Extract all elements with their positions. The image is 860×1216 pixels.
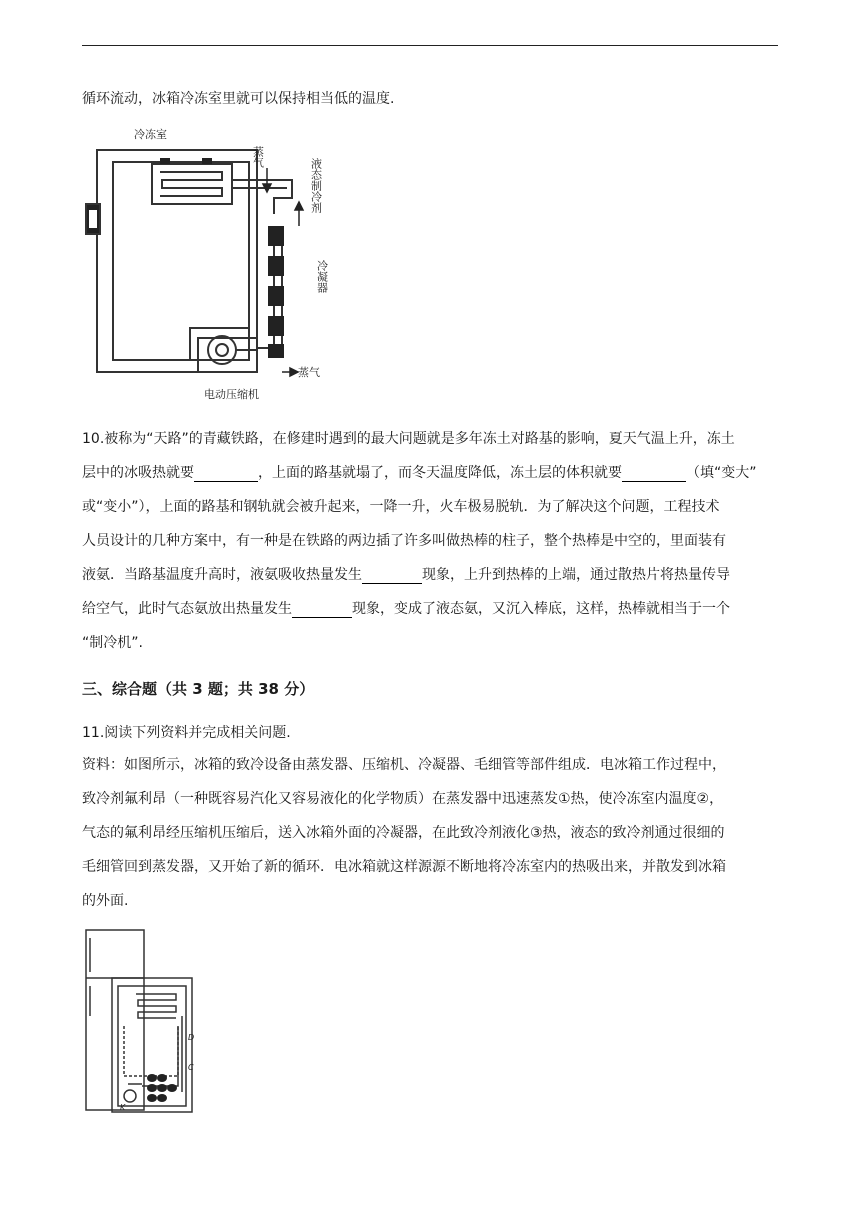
compressor-label: 电动压缩机 — [204, 388, 259, 401]
q11-line3: 致冷剂氟利昂（一种既容易汽化又容易液化的化学物质）在蒸发器中迅速蒸发①热，使冷冻室内温度②， — [82, 791, 724, 807]
q10-line6-b: 现象，变成了液态氨，又沉入棒底，这样，热棒就相当于一个 — [352, 601, 730, 617]
q10-line2-a: 层中的冰吸热就要 — [82, 465, 194, 481]
label-d: D — [188, 1033, 195, 1042]
q10-line5 — [82, 564, 730, 584]
condenser-label: 冷凝器 — [315, 260, 329, 293]
vapor-top-label: 蒸气 — [251, 146, 265, 168]
answer-blank-4[interactable] — [292, 601, 352, 618]
answer-blank-3[interactable] — [362, 567, 422, 584]
q10-line7: “制冷机”. — [82, 635, 143, 651]
q10-line4: 人员设计的几种方案中，有一种是在铁路的两边插了许多叫做热棒的柱子，整个热棒是中空的，里面装有 — [82, 533, 726, 549]
q10-line5-b: 现象，上升到热棒的上端，通过散热片将热量传导 — [422, 567, 730, 583]
label-c: C — [188, 1063, 194, 1072]
q10-line6-a: 给空气，此时气态氨放出热量发生 — [82, 601, 292, 617]
header-rule — [82, 45, 778, 46]
q10-line6 — [82, 598, 730, 618]
answer-blank-2[interactable] — [622, 465, 686, 482]
q10-line2-c: （填“变大” — [686, 465, 757, 481]
label-k: K — [120, 1103, 126, 1112]
q10-line5-a: 液氨．当路基温度升高时，液氨吸收热量发生 — [82, 567, 362, 583]
refrigerator-system-diagram — [82, 926, 206, 1116]
answer-blank-1[interactable] — [194, 465, 258, 482]
q11-line5: 毛细管回到蒸发器，又开始了新的循环．电冰箱就这样源源不断地将冷冻室内的热吸出来，并散发到冰箱 — [82, 859, 726, 875]
freezer-label: 冷冻室 — [134, 128, 167, 141]
intro-line: 循环流动，冰箱冷冻室里就可以保持相当低的温度. — [82, 91, 395, 107]
liquid-refrigerant-label: 液态制冷剂 — [309, 158, 323, 213]
q10-line3: 或“变小”），上面的路基和钢轨就会被升起来，一降一升，火车极易脱轨．为了解决这个问题，工程技术 — [82, 499, 720, 515]
q10-line1: 10.被称为“天路”的青藏铁路，在修建时遇到的最大问题就是多年冻土对路基的影响，夏天气温上升，冻土 — [82, 431, 735, 447]
q11-line1: 11.阅读下列资料并完成相关问题. — [82, 725, 291, 741]
q11-line2: 资料：如图所示，冰箱的致冷设备由蒸发器、压缩机、冷凝器、毛细管等部件组成．电冰箱工作过程中， — [82, 757, 726, 773]
vapor-out-label: 蒸气 — [298, 366, 320, 379]
q11-line6: 的外面. — [82, 893, 129, 909]
section-3-title: 三、综合题（共 3 题；共 38 分） — [82, 680, 315, 698]
q11-line4: 气态的氟利昂经压缩机压缩后，送入冰箱外面的冷凝器，在此致冷剂液化③热，液态的致冷剂通过很细的 — [82, 825, 725, 841]
q10-line2 — [82, 462, 757, 482]
refrigerator-cycle-diagram — [82, 118, 362, 410]
q10-line2-b: ，上面的路基就塌了，而冬天温度降低，冻土层的体积就要 — [258, 465, 622, 481]
